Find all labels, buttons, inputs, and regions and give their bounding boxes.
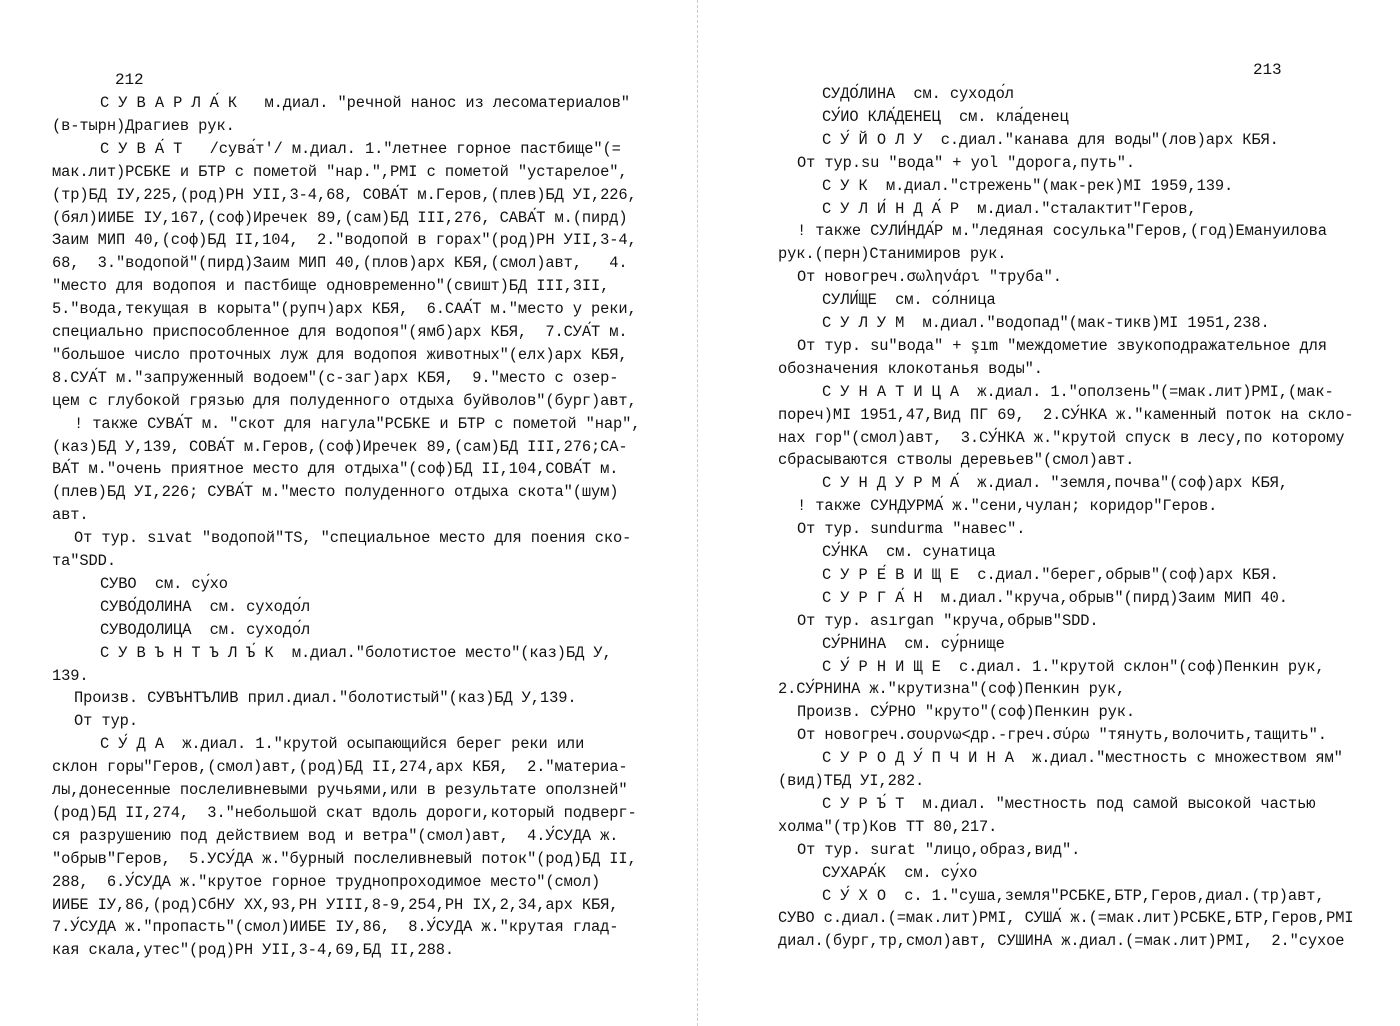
entry-headword-line: С У́ Р Н И Щ Е с.диал. 1."крутой склон"(соф)Пенкин рук, bbox=[822, 657, 1325, 676]
etymology-line: Произв. СУ́РНО "круто"(соф)Пенкин рук. bbox=[797, 703, 1136, 722]
entry-headword-line: С У Н Д У Р М А́ ж.диал. "земля,почва"(соф)арх КБЯ, bbox=[822, 474, 1288, 493]
entry-headword-line: СУХАРА́К см. су́хо bbox=[822, 863, 978, 882]
page-gutter bbox=[697, 0, 698, 1026]
text-line: нах гор"(смол)авт, 3.СУ́НКА ж."крутой спуск в лесу,по которому bbox=[778, 428, 1345, 447]
text-line: специально приспособленное для водопоя"(ямб)арх КБЯ, 7.СУА́Т м. bbox=[52, 323, 628, 341]
etymology-line: От тур. sıvat "водопой"TS, "специальное место для поения ско- bbox=[74, 529, 632, 548]
text-line: "место для водопоя и пастбище одновременно"(свишт)БД III,3II, bbox=[52, 277, 610, 296]
etymology-line: ! также СУВА́Т м. "скот для нагула"РСБКЕ и БТР с пометой "нар", bbox=[74, 414, 641, 433]
text-line: обозначения клокотанья воды". bbox=[778, 359, 1043, 378]
text-line: пореч)МI 1951,47,Вид ПГ 69, 2.СУ́НКА ж."каменный поток на скло- bbox=[778, 405, 1354, 424]
right-page bbox=[705, 0, 1400, 1026]
text-line: ИИБЕ IУ,86,(род)СбНУ XX,93,РН УIII,8-9,254,РН IX,2,34,арх КБЯ, bbox=[52, 895, 619, 914]
entry-headword-line: СУДО́ЛИНА см. суходо́л bbox=[822, 85, 1014, 103]
entry-headword-line: С У К м.диал."стрежень"(мак-рек)МI 1959,139. bbox=[822, 176, 1234, 195]
entry-headword-line: СУЛИ́ЩЕ см. со́лница bbox=[822, 291, 996, 310]
text-line: 2.СУ́РНИНА ж."крутизна"(соф)Пенкин рук, bbox=[778, 680, 1126, 699]
text-line: цем с глубокой грязью для полуденного отдыха буйволов"(бург)авт, bbox=[52, 391, 637, 410]
entry-headword-line: С У Р Г А́ Н м.диал."круча,обрыв"(пирд)Заим МИП 40. bbox=[822, 588, 1288, 607]
entry-headword-line: С У́ Д А ж.диал. 1."крутой осыпающийся берег реки или bbox=[100, 735, 585, 754]
entry-headword-line: С У́ Й О Л У с.диал."канава для воды"(лов)арх КБЯ. bbox=[822, 130, 1279, 149]
text-line: 68, 3."водопой"(пирд)Заим МИП 40,(плов)арх КБЯ,(смол)авт, 4. bbox=[52, 254, 628, 273]
entry-headword-line: С У Л И́ Н Д А́ Р м.диал."сталактит"Геров, bbox=[822, 199, 1197, 218]
text-line: холма"(тр)Ков ТТ 80,217. bbox=[778, 817, 998, 836]
text-line: ся разрушению под действием вод и ветра"(смол)авт, 4.У́СУДА ж. bbox=[52, 826, 619, 845]
etymology-line: От тур. sundurma "навес". bbox=[797, 520, 1026, 539]
text-line: диал.(бург,тр,смол)авт, СУШИНА ж.диал.(=мак.лит)РМI, 2."сухое bbox=[778, 932, 1345, 951]
text-line: "большое число проточных луж для водопоя животных"(елх)арх КБЯ, bbox=[52, 345, 628, 364]
page-number: 212 bbox=[115, 71, 144, 89]
text-line: (каз)БД У,139, СОВА́Т м.Геров,(соф)Иречек 89,(сам)БД III,276;СА- bbox=[52, 437, 628, 456]
entry-headword-line: С У Л У М м.диал."водопад"(мак-тикв)МI 1951,238. bbox=[822, 314, 1270, 332]
entry-headword-line: С У Р О Д У́ П Ч И Н А ж.диал."местность с множеством ям" bbox=[822, 749, 1343, 768]
text-line: 8.СУА́Т м."запруженный водоем"(с-заг)арх КБЯ, 9."место с озер- bbox=[52, 368, 619, 387]
text-line: авт. bbox=[52, 506, 89, 525]
entry-headword-line: С У Р Е́ В И Щ Е с.диал."берег,обрыв"(соф)арх КБЯ. bbox=[822, 565, 1279, 584]
text-line: (род)БД II,274, 3."небольшой скат вдоль дороги,который подверг- bbox=[52, 803, 637, 822]
text-line: сбрасываются стволы деревьев"(смол)авт. bbox=[778, 451, 1135, 470]
text-line: 7.У́СУДА ж."пропасть"(смол)ИИБЕ IУ,86, 8.У́СУДА ж."крутая глад- bbox=[52, 918, 619, 937]
text-line: кая скала,утес"(род)РН УII,3-4,69,БД II,288. bbox=[52, 941, 454, 960]
text-line: "обрыв"Геров, 5.УСУ́ДА ж."бурный послеливневый поток"(род)БД II, bbox=[52, 849, 637, 868]
etymology-line: От новогреч.σωληνάρι "труба". bbox=[797, 268, 1062, 287]
text-line: СУВО с.диал.(=мак.лит)РМI, СУША́ ж.(=мак.лит)РСБКЕ,БТР,Геров,РМI bbox=[778, 909, 1354, 928]
etymology-line: Произв. СУВЪНТЪЛИВ прил.диал."болотистый"(каз)БД У,139. bbox=[74, 689, 577, 708]
text-line: Заим МИП 40,(соф)БД II,104, 2."водопой в горах"(род)РН УII,3-4, bbox=[52, 231, 637, 250]
etymology-line: ! также СУЛИ́НДА́Р м."ледяная сосулька"Геров,(год)Емануилова bbox=[797, 222, 1327, 241]
text-line: 139. bbox=[52, 666, 89, 685]
text-line: та"SDD. bbox=[52, 552, 116, 570]
etymology-line: От новогреч.σουρνω<др.-греч.σύρω "тянуть,волочить,тащить". bbox=[797, 726, 1327, 745]
entry-headword-line: С У В А́ Т /сува́т'/ м.диал. 1."летнее горное пастбище"(= bbox=[100, 139, 621, 158]
entry-headword-line: СУ́РНИНА см. су́рнище bbox=[822, 634, 1005, 653]
text-line: (плев)БД УI,226; СУВА́Т м."место полуденного отдыха скота"(шум) bbox=[52, 483, 619, 502]
text-line: (бял)ИИБЕ IУ,167,(соф)Иречек 89,(сам)БД III,276, САВА́Т м.(пирд) bbox=[52, 208, 628, 227]
text-line: лы,донесенные послеливневыми ручьями,или в результате оползней" bbox=[52, 781, 628, 799]
text-line: (в-тырн)Драгиев рук. bbox=[52, 116, 235, 135]
text-line: ВА́Т м."очень приятное место для отдыха"(соф)БД II,104,СОВА́Т м. bbox=[52, 460, 619, 479]
entry-headword-line: С У Н А Т И Ц А ж.диал. 1."оползень"(=мак.лит)РМI,(мак- bbox=[822, 382, 1334, 401]
text-line: 288, 6.У́СУДА ж."крутое горное труднопроходимое место"(смол) bbox=[52, 872, 601, 891]
entry-headword-line: С У В Ъ Н Т Ъ Л Ъ́ К м.диал."болотистое место"(каз)БД У, bbox=[100, 643, 612, 662]
text-line: мак.лит)РСБКЕ и БТР с пометой "нар.",РМI с пометой "устарелое", bbox=[52, 162, 628, 181]
entry-headword-line: С У Р Ъ́ Т м.диал. "местность под самой высокой частью bbox=[822, 794, 1316, 813]
etymology-line: От тур. asırgan "круча,обрыв"SDD. bbox=[797, 611, 1099, 630]
left-page bbox=[0, 0, 690, 1026]
entry-headword-line: СУ́НКА см. сунатица bbox=[822, 543, 996, 561]
entry-headword-line: СУ́ИО КЛА́ДЕНЕЦ см. кла́денец bbox=[822, 107, 1069, 126]
text-line: рук.(перн)Станимиров рук. bbox=[778, 245, 1007, 264]
etymology-line: От тур. bbox=[74, 712, 138, 731]
entry-headword-line: СУВОДОЛИЦА см. суходо́л bbox=[100, 620, 311, 639]
entry-headword-line: СУВО́ДОЛИНА см. суходо́л bbox=[100, 597, 311, 616]
text-line: (вид)ТБД УI,282. bbox=[778, 772, 925, 790]
etymology-line: От тур.su "вода" + yol "дорога,путь". bbox=[797, 153, 1136, 172]
etymology-line: От тур. su"вода" + şım "междометие звукоподражательное для bbox=[797, 336, 1327, 355]
text-line: 5."вода,текущая в корыта"(рупч)арх КБЯ, 6.САА́Т м."место у реки, bbox=[52, 300, 637, 319]
page-number: 213 bbox=[1253, 61, 1282, 79]
entry-headword-line: СУВО см. су́хо bbox=[100, 574, 228, 593]
etymology-line: ! также СУНДУРМА́ ж."сени,чулан; коридор"Геров. bbox=[797, 497, 1218, 516]
etymology-line: От тур. surat "лицо,образ,вид". bbox=[797, 840, 1081, 859]
entry-headword-line: С У́ Х О с. 1."суша,земля"РСБКЕ,БТР,Геров,диал.(тр)авт, bbox=[822, 886, 1325, 905]
entry-headword-line: С У В А Р Л А́ К м.диал. "речной нанос из лесоматериалов" bbox=[100, 94, 630, 112]
text-line: (тр)БД IУ,225,(род)РН УII,3-4,68, СОВА́Т м.Геров,(плев)БД УI,226, bbox=[52, 185, 637, 204]
text-line: склон горы"Геров,(смол)авт,(род)БД II,274,арх КБЯ, 2."материа- bbox=[52, 758, 628, 777]
